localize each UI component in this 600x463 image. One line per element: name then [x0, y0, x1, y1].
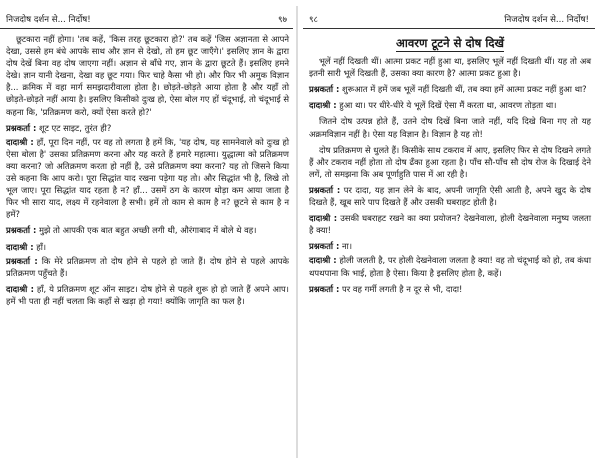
- paragraph-text: दोष प्रतिक्रमण से धुलते हैं। किसीके साथ टकराव में आए, इसलिए फिर से दोष दिखने लगते हैं और टकराव नहीं होता तो दोष ढँका हुआ रहता है। पाँच सौ-पाँच सौ दोष रोज के दिखाई देने लगें, तो समझना कि अब पूर्णाहुति पास में आ रही है।: [309, 144, 591, 179]
- speaker-label: प्रश्नकर्ता :: [309, 84, 340, 95]
- dialogue-paragraph: [6, 122, 289, 134]
- book-gutter: [296, 6, 298, 458]
- speaker-label: प्रश्नकर्ता :: [6, 122, 37, 133]
- speaker-label: प्रश्नकर्ता :: [6, 255, 38, 266]
- paragraph-text: हाँ, पूरा दिन नहीं, पर वह तो लगता है हमें कि, 'यह दोष, यह सामनेवाले को दुःख हो ऐसा बोला है' उसका प्रतिक्रमण करना और यह करते हैं हमारे महात्मा। युद्धात्मा को प्रतिक्रमण क्या करना? जो अतिक्रमण करता हो नहीं है, उसे प्रतिक्रमण क्या करना? यह तो जिसने किया उसे कहना कि आप करो। पूरा सिद्धांत याद रखना पड़ेगा यह तो। और सिद्धांत भी है, लिखे तो भूल जाए। पूरा सिद्धांत याद रहता है न? हाँ... उसमें ठग के कारण थोड़ा कम आया जाता है फिर भी सारा याद, लक्ष्य में रहनेवाला है सभी। हमें तो काम से काम है न? छूटने से काम है न हमें?: [6, 136, 289, 220]
- paragraph: [309, 55, 591, 79]
- right-page-number: ९८: [309, 15, 318, 25]
- paragraph-text: मुझे तो आपकी एक बात बहुत अच्छी लगी थी, औरंगाबाद में बोले थे वह।: [39, 225, 257, 236]
- dialogue-paragraph: [6, 136, 289, 221]
- speaker-label: दादाश्री :: [309, 100, 337, 111]
- paragraph-text: हाँ।: [36, 241, 47, 252]
- paragraph: [6, 33, 289, 118]
- paragraph-text: शुरूआत में हमें जब भूलें नहीं दिखती थीं, तब क्या हमें आत्मा प्रकट नहीं हुआ था?: [342, 84, 587, 95]
- speaker-label: दादाश्री :: [6, 136, 34, 147]
- dialogue-paragraph: [309, 240, 591, 252]
- paragraph-text: शूट एट साइट, तुरंत ही?: [39, 122, 112, 133]
- paragraph-text: पर दादा, यह ज्ञान लेने के बाद, अपनी जागृति ऐसी आती है, अपने खुद के दोष दिखते हैं, खूब सारे पाप दिखते हैं और उसकी घबराहट होती है।: [309, 184, 591, 208]
- left-page-number: ९७: [278, 15, 287, 25]
- speaker-label: प्रश्नकर्ता :: [6, 225, 37, 236]
- speaker-label: प्रश्नकर्ता :: [309, 283, 340, 294]
- paragraph-text: ना।: [342, 241, 352, 252]
- paragraph-text: कि मेरे प्रतिक्रमण तो दोष होने से पहले हो जाते हैं। दोष होने से पहले आपके प्रतिक्रमण पहुँचते हैं।: [6, 255, 289, 278]
- paragraph-text: भूलें नहीं दिखती थीं। आत्मा प्रकट नहीं हुआ था, इसलिए भूलें नहीं दिखती थीं। यह तो अब इतनी सारी भूलें दिखती हैं, उसका क्या कारण है? आत्मा प्रकट हुआ है।: [309, 56, 591, 79]
- dialogue-paragraph: [6, 224, 289, 236]
- left-page-header: [0, 10, 293, 29]
- dialogue-paragraph: [309, 212, 591, 236]
- left-page-body: [0, 29, 293, 307]
- speaker-label: प्रश्नकर्ता :: [309, 184, 341, 195]
- dialogue-paragraph: [6, 283, 289, 307]
- section-title-text: आवरण टूटने से दोष दिखें: [395, 36, 505, 50]
- speaker-label: दादाश्री :: [309, 213, 338, 224]
- dialogue-paragraph: [309, 283, 591, 295]
- paragraph-text: उसकी घबराहट रखने का क्या प्रयोजन? देखनेवाला, होली देखनेवाला मनुष्य जलता है क्या!: [309, 213, 591, 236]
- dialogue-paragraph: [309, 83, 591, 95]
- paragraph: [309, 115, 591, 139]
- section-title: [309, 37, 591, 49]
- right-page-header: [303, 10, 595, 29]
- speaker-label: दादाश्री :: [6, 283, 34, 294]
- left-header-title: निजदोष दर्शन से... निर्दोष!: [6, 15, 91, 25]
- dialogue-paragraph: [309, 254, 591, 278]
- paragraph-text: हाँ, ये प्रतिक्रमण शूट ऑन साइट। दोष होने से पहले शुरू हो हो जाते हैं अपने आप। हमें भी पता ही नहीं चलता कि कहाँ से खड़ा हो गया! क्योंकि जागृति का फल है।: [6, 283, 289, 306]
- speaker-label: प्रश्नकर्ता :: [309, 241, 340, 252]
- speaker-label: दादाश्री :: [309, 255, 337, 266]
- dialogue-paragraph: [6, 241, 289, 253]
- dialogue-paragraph: [309, 184, 591, 208]
- speaker-label: दादाश्री :: [6, 241, 34, 252]
- right-page-body: [303, 29, 595, 295]
- paragraph: [309, 144, 591, 180]
- left-page: [0, 0, 293, 463]
- right-header-title: निजदोष दर्शन से... निर्दोष!: [504, 15, 589, 25]
- paragraph-text: होली जलती है, पर होली देखनेवाला जलता है क्या! वह तो चंदूभाई को हो, तब कंधा थपथपाना कि भाई, होता है ऐसा। किया है इसलिए होता है, कहें।: [309, 255, 591, 278]
- paragraph-text: जितने दोष उत्पन्न होते हैं, उतने दोष दिखें बिना जाते नहीं, यदि दिखे बिना गए तो यह अक्रमविज्ञान नहीं है। ऐसा यह विज्ञान है। विज्ञान है यह तो!: [309, 116, 591, 139]
- dialogue-paragraph: [6, 255, 289, 279]
- paragraph-text: पर वह गर्मी लगती है न दूर से भी, दादा!: [342, 283, 463, 294]
- paragraph-text: हुआ था। पर धीरे-धीरे ये भूलें दिखें ऐसा मैं करता था, आवरण तोड़ता था।: [339, 100, 557, 111]
- right-page: [303, 0, 595, 463]
- dialogue-paragraph: [309, 99, 591, 111]
- paragraph-text: छूटकारा नहीं होगा। 'तब कहें, 'किस तरह छूटकारा हो?' तब कहें 'जिस अज्ञानता से आपने देखा, उससे हम बंधे आपके साथ और ज्ञान से देखो, तो हम छूट जाएँगे।' इसलिए ज्ञान के द्वारा दोष देखें बिना वह दोष जाएगा नहीं। अज्ञान से बाँधे गए, ज्ञान के द्वारा छूटते हैं। इसलिए हमने देखे। ज्ञान यानी देखना, देखा वह छूट गया। फिर चाहे कैसा भी हो। और फिर भी अमुक विज्ञान है... क्रमिक में वहा मार्ग समझदारीवाला होता है। छोड़ते-छोड़ते आया होता है और यहाँ तो छोड़ते-छोड़ते नहीं आया है। इसलिए किसीको दुःख हो, ऐसा बोल गए हों चंदूभाई, तो चंदूभाई से कहना कि, 'प्रतिक्रमण करो, क्यों ऐसा करते हो?': [6, 34, 289, 117]
